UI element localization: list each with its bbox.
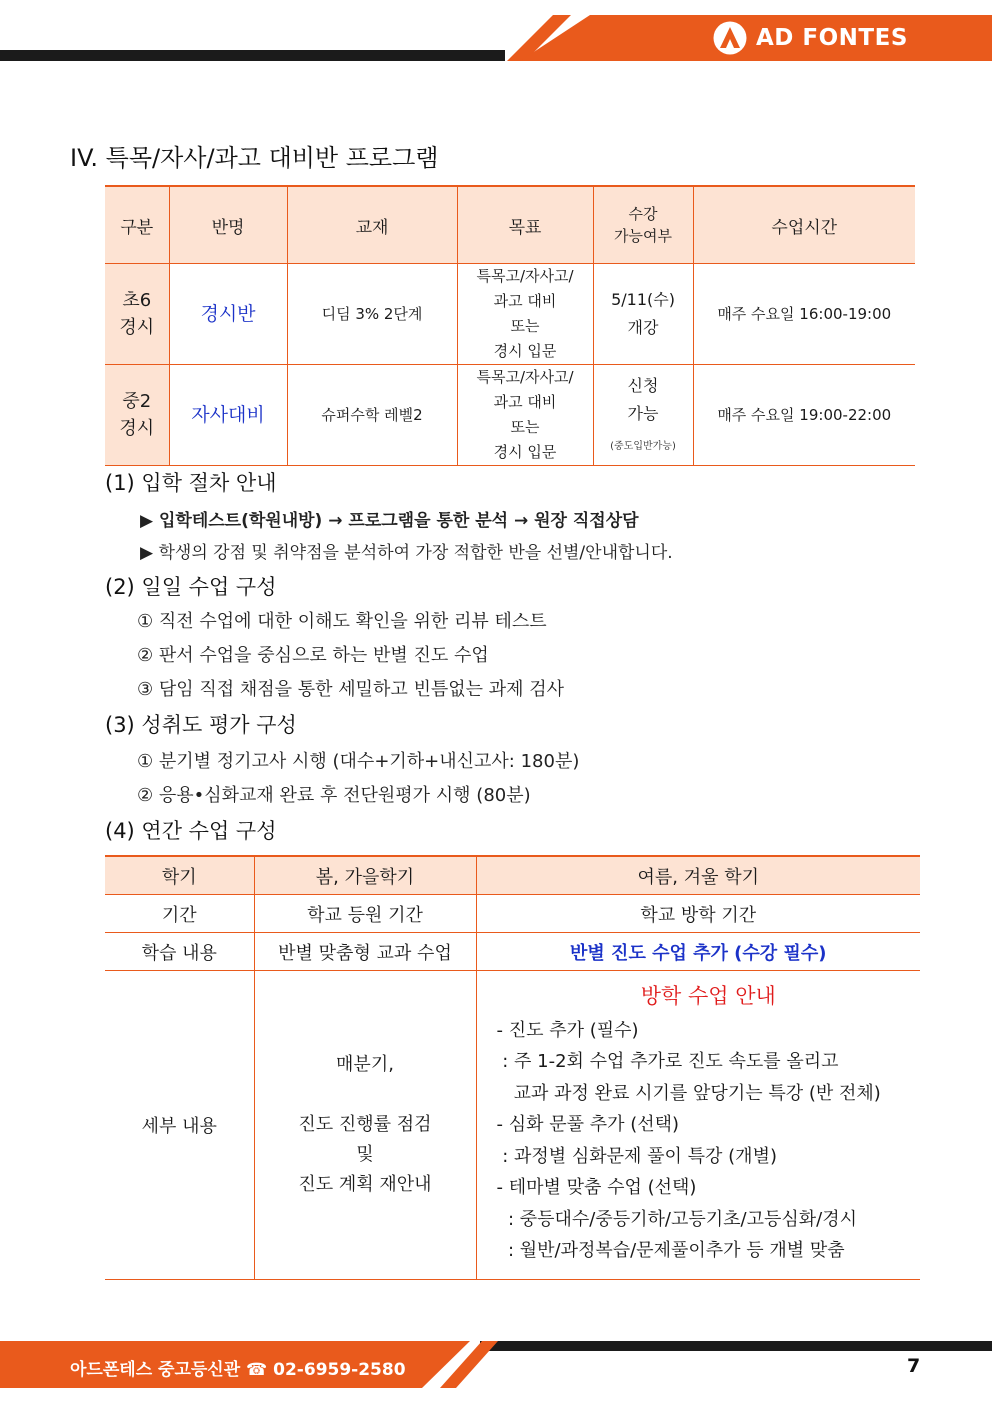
admission-step-1: ▶ 입학테스트(학원내방) → 프로그램을 통한 분석 → 원장 직접상담 [140,511,639,531]
row-availability: 신청 가능 [627,375,659,423]
row-label-details: 세부 내용 [105,971,254,1280]
table-row [105,365,915,466]
details-sf-line: 매분기, [336,1053,394,1075]
brand-logo [712,20,908,56]
daily-item-3: ③ 담임 직접 채점을 통한 세밀하고 빈틈없는 과제 검사 [137,679,565,700]
details-sw-line: : 주 1-2회 수업 추가로 진도 속도를 올리고 [496,1051,839,1072]
section-evaluation-heading: (3) 성취도 평가 구성 [105,713,297,737]
annual-table [105,855,920,1280]
details-sw-line: - 테마별 맞춤 수업 (선택) [496,1177,697,1198]
row-class-name: 경시반 [169,264,287,365]
row-time: 매주 수요일 16:00-19:00 [693,264,915,365]
header-category: 구분 [105,186,169,264]
row-label-content: 학습 내용 [105,933,254,971]
table-row [105,264,915,365]
evaluation-item-2: ② 응용•심화교재 완료 후 전단원평가 시행 (80분) [137,785,531,806]
footer-stripe-decoration [440,1341,500,1388]
details-sf-line: 진도 계획 재안내 [298,1173,432,1195]
footer-bar-black [480,1341,992,1351]
content-spring-fall: 반별 맞춤형 교과 수업 [254,933,476,971]
row-availability-note: (중도입반가능) [610,440,676,452]
section-annual-heading: (4) 연간 수업 구성 [105,819,277,843]
period-summer-winter: 학교 방학 기간 [476,895,920,933]
section-daily-heading: (2) 일일 수업 구성 [105,575,277,599]
row-availability-cell [593,365,693,466]
details-sw-line: - 심화 문풀 추가 (선택) [496,1114,680,1135]
logo-icon [712,20,748,56]
section-admission-heading: (1) 입학 절차 안내 [105,471,277,495]
header-spring-fall: 봄, 가을학기 [254,856,476,895]
content-summer-winter: 반별 진도 수업 추가 (수강 필수) [476,933,920,971]
header-availability [593,186,693,264]
header-semester: 학기 [105,856,254,895]
details-sf-line [255,1080,476,1110]
daily-item-1: ① 직전 수업에 대한 이해도 확인을 위한 리뷰 테스트 [137,611,547,632]
row-category: 초6 경시 [105,264,169,365]
details-sf-line: 및 [356,1143,374,1165]
details-sw-line: : 월반/과정복습/문제풀이추가 등 개별 맞춤 [496,1240,845,1261]
details-sw-line: 교과 과정 완료 시기를 앞당기는 특강 (반 전체) [496,1082,881,1104]
header-bar-black [0,50,505,61]
details-summer-winter [476,971,920,1280]
header-availability-text: 수강 가능여부 [614,205,672,245]
row-textbook: 슈퍼수학 레벨2 [287,365,457,466]
details-sw-line: : 중등대수/중등기하/고등기초/고등심화/경시 [496,1208,857,1230]
program-table [105,185,915,466]
header-summer-winter: 여름, 겨울 학기 [476,856,920,895]
table-row [105,971,920,1280]
evaluation-item-1: ① 분기별 정기고사 시행 (대수+기하+내신고사: 180분) [137,751,580,772]
row-time: 매주 수요일 19:00-22:00 [693,365,915,466]
header-goal: 목표 [457,186,593,264]
admission-step-2: ▶ 학생의 강점 및 취약점을 분석하여 가장 적합한 반을 선별/안내합니다. [140,543,673,563]
row-availability: 5/11(수) 개강 [593,264,693,365]
row-goal: 특목고/자사고/ 과고 대비 또는 경시 입문 [457,365,593,466]
logo-text: AD FONTES [756,25,908,51]
daily-item-2: ② 판서 수업을 중심으로 하는 반별 진도 수업 [137,645,489,666]
row-textbook: 디딤 3% 2단계 [287,264,457,365]
details-sw-line: - 진도 추가 (필수) [496,1019,639,1041]
details-sw-line: : 과정별 심화문제 풀이 특강 (개별) [496,1145,777,1167]
details-spring-fall [254,971,476,1280]
footer-contact: 아드폰테스 중고등신관 ☎ 02-6959-2580 [70,1360,406,1380]
program-table-header [105,186,915,264]
page-title: IV. 특목/자사/과고 대비반 프로그램 [70,144,439,172]
table-row [105,933,920,971]
vacation-title: 방학 수업 안내 [640,984,776,1008]
annual-table-header [105,856,920,895]
row-class-name: 자사대비 [169,365,287,466]
row-label-period: 기간 [105,895,254,933]
details-sf-line: 진도 진행률 점검 [298,1113,432,1135]
header-textbook: 교재 [287,186,457,264]
header-time: 수업시간 [693,186,915,264]
table-row [105,895,920,933]
page-number: 7 [907,1355,921,1377]
period-spring-fall: 학교 등원 기간 [254,895,476,933]
header-class-name: 반명 [169,186,287,264]
row-category: 중2 경시 [105,365,169,466]
row-goal: 특목고/자사고/ 과고 대비 또는 경시 입문 [457,264,593,365]
